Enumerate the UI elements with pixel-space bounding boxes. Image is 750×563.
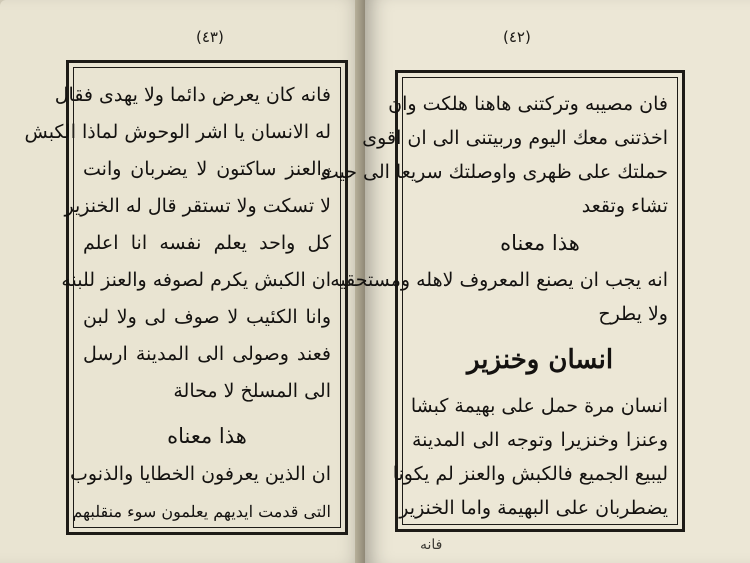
text-line: كل واحد يعلم نفسه انا اعلم xyxy=(83,232,331,254)
section-heading: هذا معناه xyxy=(167,424,247,448)
text-line: لا تسكت ولا تستقر قال له الخنزير xyxy=(64,195,331,217)
catchword: فانه xyxy=(420,537,443,553)
text-line: فعند وصولى الى المدينة ارسل xyxy=(83,343,331,365)
text-line: ليبيع الجميع فالكبش والعنز لم يكونا xyxy=(392,463,668,485)
text-line: فان مصيبه وتركتنى هاهنا هلكت وان xyxy=(388,93,668,115)
text-line: ان الذين يعرفون الخطايا والذنوب xyxy=(70,463,331,485)
page-number: (٤٢) xyxy=(503,28,531,46)
text-line: فانه كان يعرض دائما ولا يهدى فقال xyxy=(54,84,331,106)
text-line: حملتك على ظهرى واوصلتك سريعا الى حيث xyxy=(320,161,668,183)
text-line: يضطربان على البهيمة واما الخنزير xyxy=(399,497,668,519)
text-line: التى قدمت ايديهم يعلمون سوء منقلبهم xyxy=(72,502,331,521)
text-line: انسان مرة حمل على بهيمة كبشا xyxy=(410,395,668,417)
text-line: وعنزا وخنزيرا وتوجه الى المدينة xyxy=(412,429,668,451)
text-line: ان الكبش يكرم لصوفه والعنز للبنه xyxy=(61,269,331,291)
text-line: اخذتنى معك اليوم وربيتنى الى ان اقوى xyxy=(362,127,668,149)
text-frame xyxy=(320,70,685,532)
left-page xyxy=(0,0,365,563)
text-line: وانا الكئيب لا صوف لى ولا لبن xyxy=(83,306,331,328)
text-frame xyxy=(24,60,348,535)
text-line: تشاء وتقعد xyxy=(581,195,668,217)
right-page xyxy=(320,0,750,563)
page-number: (٤٣) xyxy=(196,28,224,46)
story-title: انسان وخنزير xyxy=(466,345,614,375)
text-line: والعنز ساكتون لا يضربان وانت xyxy=(83,158,331,180)
section-heading: هذا معناه xyxy=(500,231,580,255)
text-line: الى المسلخ لا محالة xyxy=(173,380,331,402)
text-line: انه يجب ان يصنع المعروف لاهله ومستحقيه xyxy=(330,269,668,291)
text-line: ولا يطرح xyxy=(598,303,668,325)
text-line: له الانسان يا اشر الوحوش لماذا الكبش xyxy=(24,121,331,143)
